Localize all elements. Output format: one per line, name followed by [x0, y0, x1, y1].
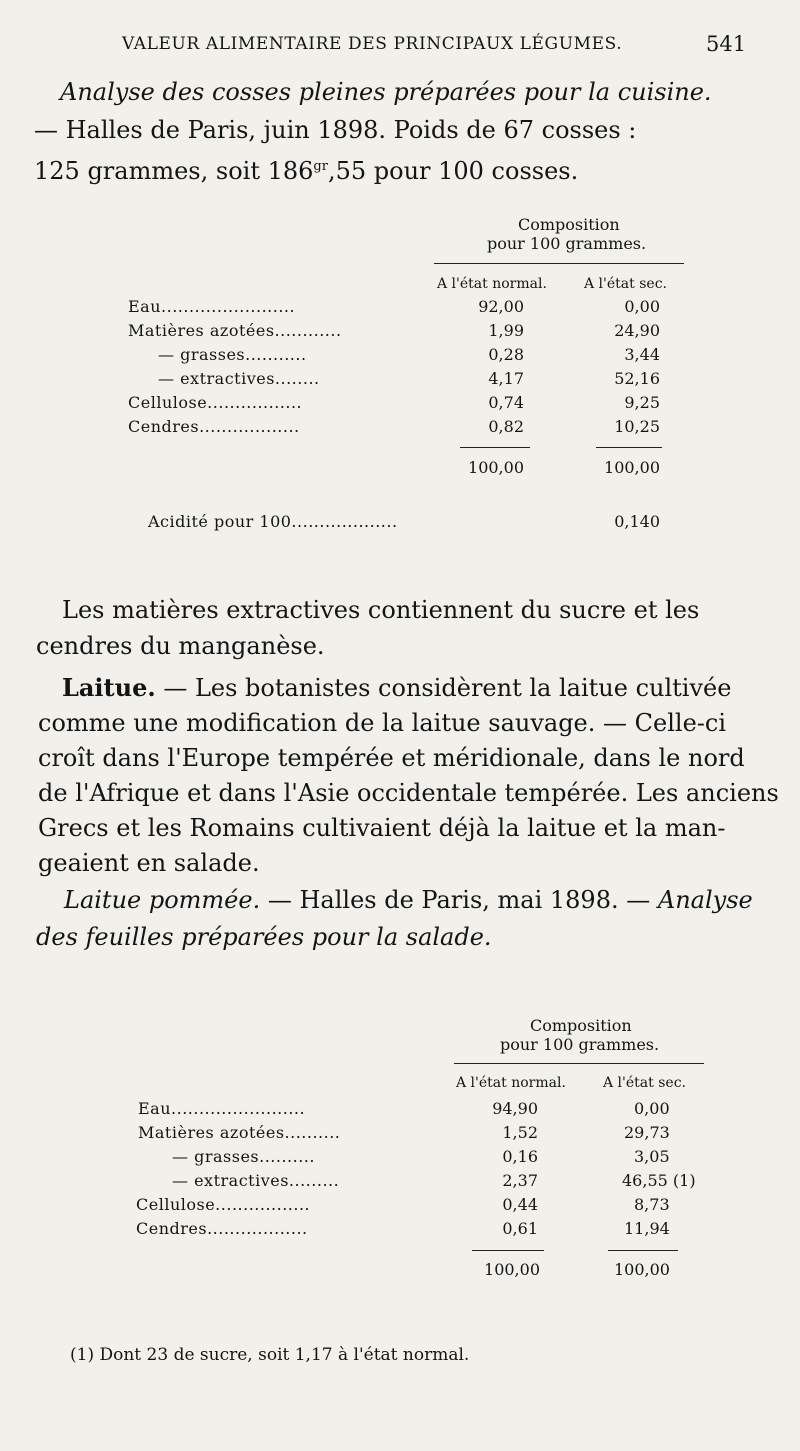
table2-row-sec: 46,55 (1) [622, 1171, 696, 1190]
table1-total-sec: 100,00 [604, 458, 660, 477]
table2-row-label: Cendres.................. [136, 1219, 308, 1238]
table1-col-normal: A l'état normal. [437, 276, 547, 292]
table1-col-sec: A l'état sec. [584, 276, 667, 292]
table1-composition-title: Composition [518, 215, 620, 234]
acidity-label: Acidité pour 100................... [148, 512, 398, 531]
acidity-value: 0,140 [614, 512, 660, 531]
section2-line1: Laitue pommée. — Halles de Paris, mai 1898. — Analyse [64, 886, 753, 914]
para-line: comme une modification de la laitue sauvage. — Celle-ci [38, 709, 726, 737]
table1-row-normal: 0,82 [488, 417, 524, 436]
table2-composition-title: Composition [530, 1016, 632, 1035]
table2-row-label: Eau........................ [138, 1099, 306, 1118]
table1-total-normal: 100,00 [468, 458, 524, 477]
table2-composition-subtitle: pour 100 grammes. [500, 1035, 660, 1054]
table2-row-label: — grasses.......... [172, 1147, 315, 1166]
table2-total-normal: 100,00 [484, 1260, 540, 1279]
table1-row-label: — grasses........... [158, 345, 307, 364]
table2-col-normal: A l'état normal. [456, 1075, 566, 1091]
table2-row-normal: 2,37 [502, 1171, 538, 1190]
table2-row-label: Cellulose................. [136, 1195, 311, 1214]
table2-row-sec: 11,94 [624, 1219, 670, 1238]
para-line: Grecs et les Romains cultivaient déjà la laitue et la man- [38, 814, 726, 842]
section1-line3: 125 grammes, soit $186^{gr},55$ pour 100 cosses. [34, 157, 579, 185]
para-line: cendres du manganèse. [36, 632, 325, 660]
table1-row-sec: 24,90 [614, 321, 660, 340]
running-title: VALEUR ALIMENTAIRE DES PRINCIPAUX LÉGUMES. [122, 34, 623, 54]
table1-row-label: Cendres.................. [128, 417, 300, 436]
section2-line2: des feuilles préparées pour la salade. [36, 923, 492, 951]
table1-row-sec: 3,44 [624, 345, 660, 364]
table2-row-normal: 1,52 [502, 1123, 538, 1142]
table2-total-rule-sec [608, 1250, 678, 1251]
para-line: croît dans l'Europe tempérée et méridionale, dans le nord [38, 744, 745, 772]
table1-row-sec: 0,00 [624, 297, 660, 316]
table1-row-normal: 1,99 [488, 321, 524, 340]
table1-row-sec: 52,16 [614, 369, 660, 388]
section1-line1: Analyse des cosses pleines préparées pour la cuisine. [60, 78, 712, 106]
table1-row-label: Matières azotées............ [128, 321, 342, 340]
footnote: (1) Dont 23 de sucre, soit 1,17 à l'état normal. [70, 1345, 470, 1365]
table1-row-normal: 92,00 [478, 297, 524, 316]
laitue-heading: Laitue. [62, 673, 156, 702]
para-line: geaient en salade. [38, 849, 260, 877]
table1-row-label: Cellulose................. [128, 393, 303, 412]
table1-row-sec: 9,25 [624, 393, 660, 412]
table2-row-sec: 3,05 [634, 1147, 670, 1166]
table2-row-normal: 0,61 [502, 1219, 538, 1238]
table2-col-sec: A l'état sec. [603, 1075, 686, 1091]
table2-row-normal: 0,16 [502, 1147, 538, 1166]
table1-row-normal: 4,17 [488, 369, 524, 388]
table2-row-sec: 29,73 [624, 1123, 670, 1142]
table1-total-rule-normal [460, 447, 530, 448]
section1-line2: — Halles de Paris, juin 1898. Poids de 67 cosses : [34, 116, 637, 144]
table1-row-label: — extractives........ [158, 369, 320, 388]
page-header [0, 34, 800, 64]
table2-row-normal: 94,90 [492, 1099, 538, 1118]
para-line: Les matières extractives contiennent du sucre et les [62, 596, 700, 624]
table2-total-sec: 100,00 [614, 1260, 670, 1279]
table2-row-sec: 8,73 [634, 1195, 670, 1214]
table2-row-sec: 0,00 [634, 1099, 670, 1118]
table2-brace-rule [454, 1063, 704, 1064]
table1-total-rule-sec [596, 447, 662, 448]
para-line: de l'Afrique et dans l'Asie occidentale tempérée. Les anciens [38, 779, 779, 807]
table1-row-normal: 0,74 [488, 393, 524, 412]
table2-total-rule-normal [472, 1250, 544, 1251]
table2-row-normal: 0,44 [502, 1195, 538, 1214]
table1-composition-subtitle: pour 100 grammes. [487, 234, 647, 253]
table1-brace-rule [434, 263, 684, 264]
laitue-line: Laitue. — Les botanistes considèrent la laitue cultivée [62, 673, 732, 702]
table2-row-label: Matières azotées.......... [138, 1123, 341, 1142]
table2-row-label: — extractives......... [172, 1171, 340, 1190]
page-number: 541 [706, 32, 747, 56]
table1-row-label: Eau........................ [128, 297, 296, 316]
table1-row-normal: 0,28 [488, 345, 524, 364]
table1-row-sec: 10,25 [614, 417, 660, 436]
